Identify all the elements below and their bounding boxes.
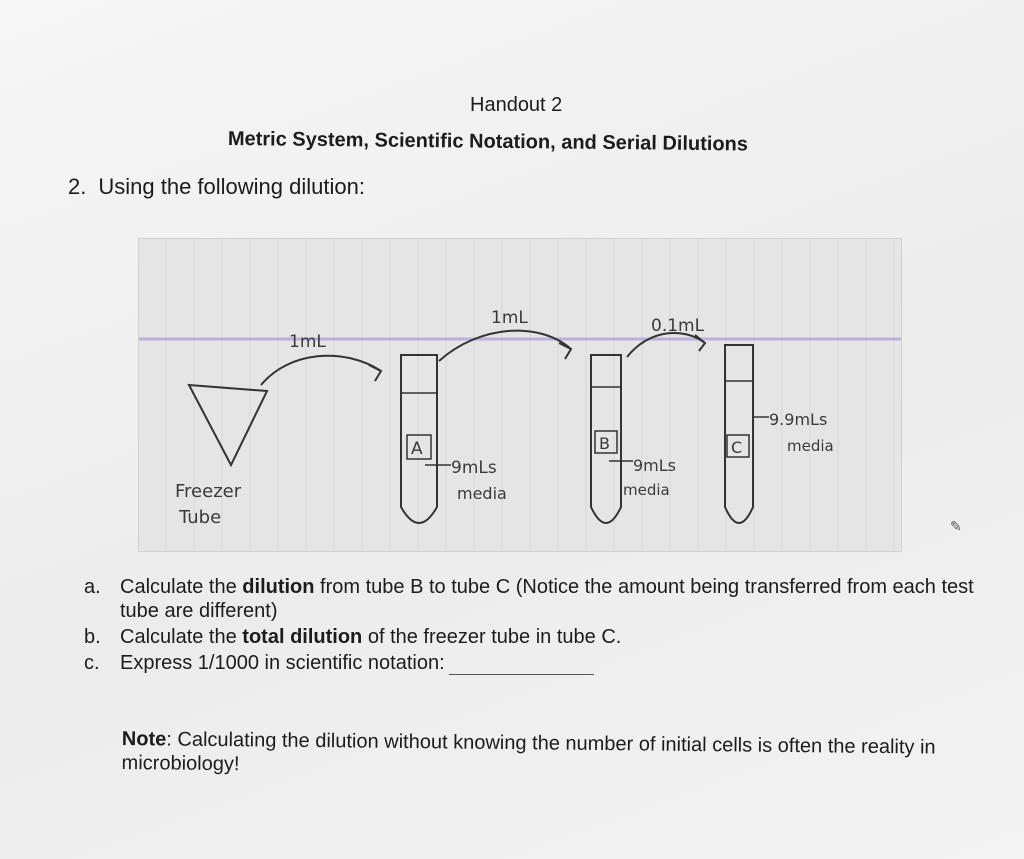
note-label: Note	[121, 727, 167, 751]
sub-question-c	[84, 651, 984, 675]
transfer-arrow-1	[261, 356, 381, 385]
question-number: 2.	[68, 174, 87, 199]
item-letter: c.	[84, 652, 100, 674]
tube-c-media: media	[787, 437, 834, 455]
sub-question-b	[84, 625, 984, 649]
transfer-3-label: 0.1mL	[651, 316, 705, 336]
answer-blank-line[interactable]	[449, 654, 594, 675]
item-letter: b.	[84, 626, 101, 648]
transfer-arrow-2	[439, 331, 571, 361]
tube-c-volume: 9.9mLs	[769, 410, 828, 429]
item-bold: dilution	[242, 576, 315, 598]
freezer-label-2: Tube	[179, 507, 222, 528]
tube-c-label: C	[731, 438, 743, 457]
doodle-mark: ✎	[950, 518, 962, 534]
arrow-head-1	[369, 365, 381, 381]
dilution-diagram-svg	[139, 239, 901, 551]
handout-title: Handout 2	[470, 94, 563, 116]
tube-b-media: media	[623, 481, 670, 499]
item-text: of the freezer tube in tube C.	[362, 626, 622, 648]
tube-a-volume: 9mLs	[451, 458, 497, 478]
sub-questions	[84, 575, 984, 677]
item-text: Calculate the	[120, 626, 243, 648]
arrow-head-2	[559, 343, 571, 359]
sub-question-a	[84, 575, 984, 623]
tube-b-label: B	[599, 434, 610, 453]
freezer-tube-shape	[189, 385, 267, 465]
dilution-diagram	[138, 238, 902, 552]
question-2	[68, 174, 365, 200]
tube-c-shape	[725, 345, 753, 523]
tube-a-label: A	[411, 439, 423, 459]
note-text: : Calculating the dilution without knowing the number of initial cells is often the reality in microbiology!	[121, 728, 936, 776]
transfer-arrow-3	[627, 333, 705, 357]
freezer-label-1: Freezer	[175, 481, 242, 502]
handout-subtitle: Metric System, Scientific Notation, and Serial Dilutions	[227, 128, 749, 156]
item-text: Calculate the	[120, 576, 243, 598]
item-letter: a.	[84, 576, 101, 598]
tube-b-volume: 9mLs	[633, 456, 677, 475]
item-bold: total dilution	[242, 626, 363, 648]
note	[121, 727, 971, 784]
arrow-head-3	[695, 335, 705, 351]
item-text: Express 1/1000 in scientific notation:	[120, 652, 445, 674]
transfer-1-label: 1mL	[289, 332, 326, 352]
tube-a-media: media	[457, 484, 507, 503]
item-text: from tube B to tube C (Notice the amount being transferred from each test tube are different)	[120, 576, 974, 622]
question-text: Using the following dilution:	[98, 174, 365, 199]
transfer-2-label: 1mL	[491, 308, 528, 328]
